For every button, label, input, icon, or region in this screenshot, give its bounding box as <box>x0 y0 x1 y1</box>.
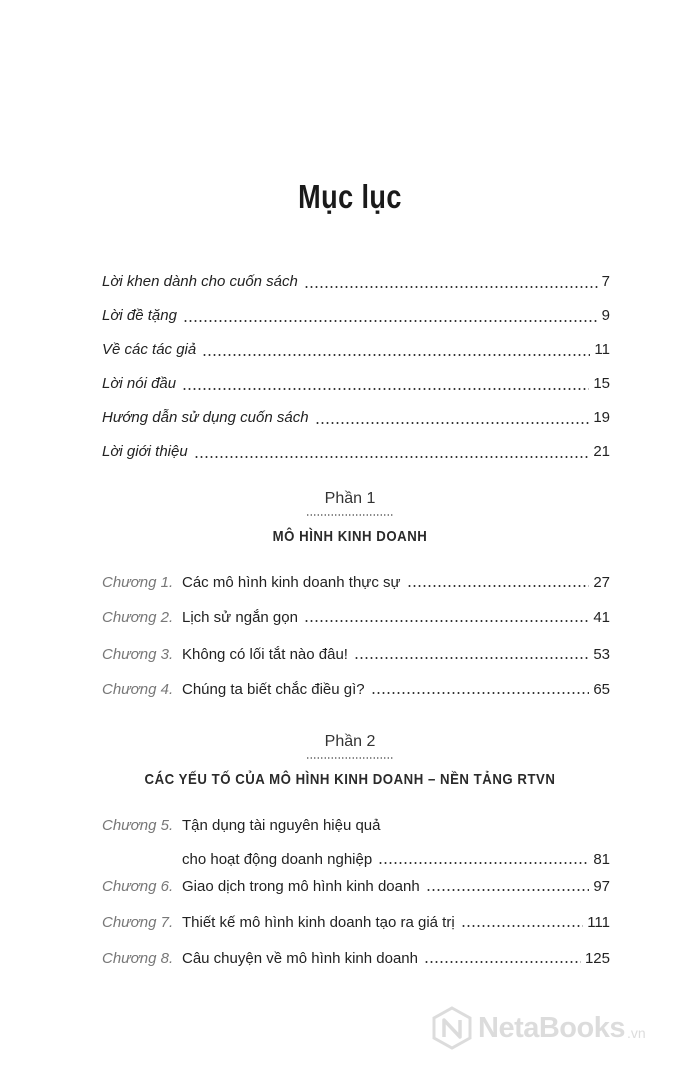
chapter-entry[interactable] <box>102 878 610 902</box>
chapter-title: Chúng ta biết chắc điều gì? <box>182 681 365 698</box>
chapter-number: Chương 6. <box>102 878 174 895</box>
part-divider <box>306 514 394 516</box>
chapter-entry[interactable] <box>102 914 610 938</box>
chapter-number: Chương 5. <box>102 817 174 834</box>
leader-dots <box>304 620 589 622</box>
leader-dots <box>424 961 581 963</box>
leader-dots <box>461 925 584 927</box>
chapter-page: 125 <box>584 950 610 967</box>
chapter-number: Chương 3. <box>102 646 174 663</box>
chapter-number: Chương 8. <box>102 950 174 967</box>
toc-entry-page: 15 <box>593 375 610 392</box>
chapter-title: Câu chuyện về mô hình kinh doanh <box>182 950 418 967</box>
leader-dots <box>304 286 598 288</box>
part-divider <box>306 757 394 759</box>
toc-entry-page: 19 <box>593 409 610 426</box>
chapter-page: 41 <box>593 609 610 626</box>
page-title: Mục lục <box>298 178 402 215</box>
chapter-number: Chương 1. <box>102 574 174 591</box>
toc-entry-page: 21 <box>593 443 610 460</box>
chapter-number: Chương 4. <box>102 681 174 698</box>
chapter-page: 65 <box>593 681 610 698</box>
leader-dots <box>315 422 590 424</box>
chapter-entry[interactable] <box>102 681 610 705</box>
part-label: Phần 2 <box>324 733 376 750</box>
part-title: CÁC YẾU TỐ CỦA MÔ HÌNH KINH DOANH – NỀN TẢNG RTVN <box>144 771 556 788</box>
leader-dots <box>194 456 590 458</box>
chapter-title: Các mô hình kinh doanh thực sự <box>182 574 401 591</box>
chapter-page: 81 <box>593 851 610 868</box>
leader-dots <box>407 585 590 587</box>
toc-entry-page: 11 <box>594 341 610 358</box>
chapter-title: cho hoạt động doanh nghiệp <box>182 851 373 868</box>
leader-dots <box>202 354 590 356</box>
chapter-page: 53 <box>593 646 610 663</box>
chapter-entry[interactable] <box>102 950 610 974</box>
leader-dots <box>378 862 589 864</box>
toc-entry-label: Lời giới thiệu <box>102 443 188 460</box>
chapter-title: Giao dịch trong mô hình kinh doanh <box>182 878 420 895</box>
toc-entry-label: Lời nói đầu <box>102 375 177 392</box>
part-label: Phần 1 <box>324 490 376 507</box>
netabooks-logo-icon <box>430 1006 474 1050</box>
chapter-entry[interactable] <box>102 574 610 598</box>
toc-entry[interactable] <box>102 302 610 326</box>
watermark <box>430 1000 692 1056</box>
chapter-page: 97 <box>593 878 610 895</box>
chapter-entry[interactable] <box>102 609 610 633</box>
toc-entry[interactable] <box>102 370 610 394</box>
toc-entry[interactable] <box>102 268 610 292</box>
chapter-title: Không có lối tắt nào đâu! <box>182 646 348 663</box>
toc-entry-page: 7 <box>601 273 610 290</box>
leader-dots <box>183 320 598 322</box>
part-title: MÔ HÌNH KINH DOANH <box>272 528 428 545</box>
leader-dots <box>371 692 590 694</box>
chapter-title: Lịch sử ngắn gọn <box>182 609 298 626</box>
watermark-suffix: .vn <box>627 1025 646 1041</box>
chapter-number: Chương 2. <box>102 609 174 626</box>
toc-entry-page: 9 <box>601 307 610 324</box>
leader-dots <box>426 889 590 891</box>
toc-entry[interactable] <box>102 336 610 360</box>
chapter-number: Chương 7. <box>102 914 174 931</box>
chapter-title: Thiết kế mô hình kinh doanh tạo ra giá trị <box>182 914 455 931</box>
chapter-entry[interactable] <box>102 817 610 875</box>
watermark-brand: NetaBooks <box>478 1011 625 1044</box>
toc-entry[interactable] <box>102 438 610 462</box>
toc-entry[interactable] <box>102 404 610 428</box>
chapter-title-line1: Tận dụng tài nguyên hiệu quả <box>182 817 381 834</box>
chapter-entry[interactable] <box>102 646 610 670</box>
chapter-page: 111 <box>587 914 610 931</box>
chapter-page: 27 <box>593 574 610 591</box>
leader-dots <box>354 657 589 659</box>
toc-entry-label: Lời khen dành cho cuốn sách <box>102 273 298 290</box>
toc-entry-label: Lời đề tặng <box>102 307 177 324</box>
toc-entry-label: Hướng dẫn sử dụng cuốn sách <box>102 409 309 426</box>
leader-dots <box>182 388 589 390</box>
toc-entry-label: Về các tác giả <box>102 341 197 358</box>
